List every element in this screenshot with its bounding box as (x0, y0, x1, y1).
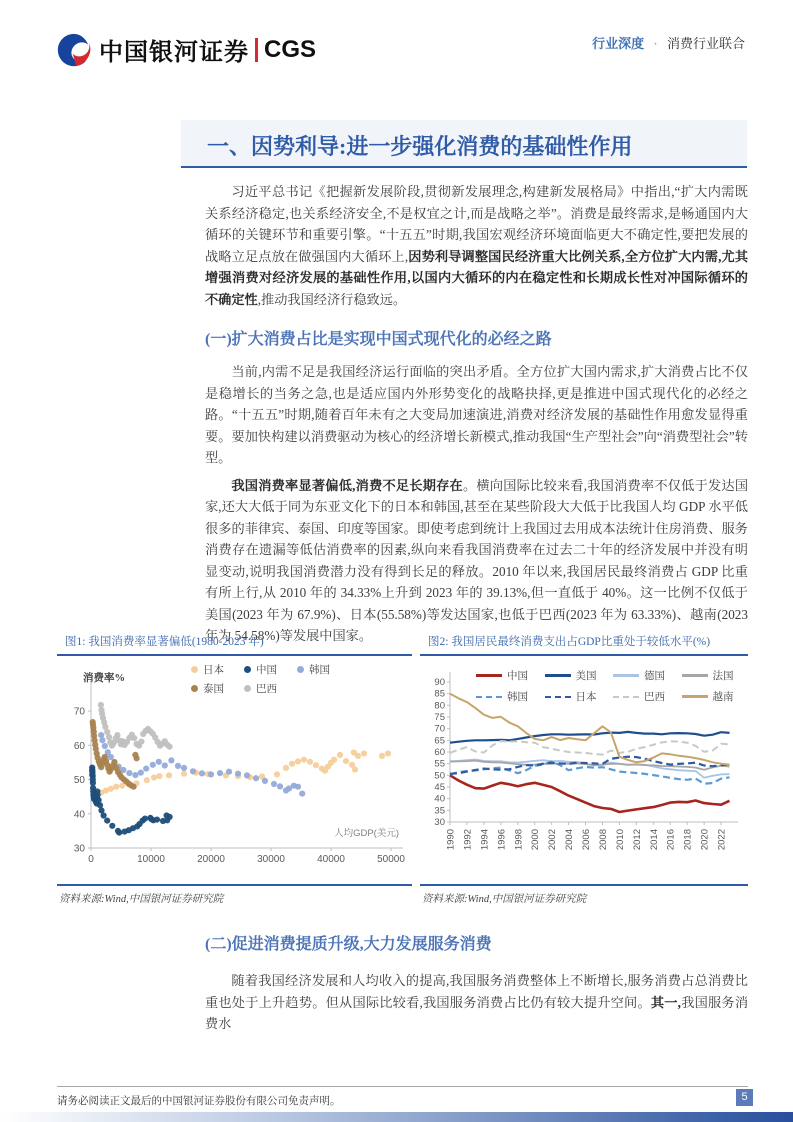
svg-text:人均GDP(美元): 人均GDP(美元) (334, 828, 399, 839)
svg-text:2000: 2000 (530, 829, 542, 851)
line-chart (420, 656, 748, 884)
svg-text:50: 50 (73, 775, 85, 787)
legend-item-泰国: 泰国 (191, 681, 224, 696)
svg-text:20000: 20000 (197, 854, 225, 865)
svg-text:2008: 2008 (597, 829, 609, 851)
svg-text:0: 0 (88, 854, 94, 865)
figure-1 (57, 628, 412, 906)
svg-text:80: 80 (434, 700, 445, 712)
svg-text:2016: 2016 (665, 829, 677, 851)
svg-text:1992: 1992 (462, 829, 474, 851)
svg-text:2018: 2018 (682, 829, 694, 851)
paragraph-2: 当前,内需不足是我国经济运行面临的突出矛盾。全方位扩大国内需求,扩大消费占比不仅是稳增长的当务之急,也是适应国内外形势变化的战略抉择,更是推进中国式现代化的必经之路。“十五五”时期,随着百年未有之大变局加速演进,消费对经济发展的基础性作用愈发显得重要。要加快构建以消费驱动为核心的经济增长新模式,推动我国“生产型社会”向“消费型社会”转型。 (205, 364, 748, 465)
svg-text:85: 85 (434, 688, 445, 700)
paragraph-3-text: 。横向国际比较来看,我国消费率不仅低于发达国家,还大大低于同为东亚文化下的日本和韩国,甚至在某些阶段大大低于比我国人均 GDP 水平低很多的菲律宾、泰国、印度等国家。即使考虑到统计上我国过去用成本法统计住房消费、服务消费存在遗漏等低估消费率的因素,纵向来看我国消费率在过去二十年的经济发展中并没有明显变动,说明我国消费潜力没有得到长足的释放。2010 年以来,我国居民最终消费占 GDP 比重有所上行,从 2010 年的 34.33%上升到 2023 年的 39.13%,但一直低于 40%。这一比例不仅低于美国(2023 年为 67.9%)、日本(55.58%)等发达国家,也低于巴西(2023 年为 63.33%)、越南(2023 年为 54.58%)等发展中国家。 (205, 477, 749, 643)
svg-text:45: 45 (434, 782, 445, 793)
paragraph-1-tail: ,推动我国经济行稳致远。 (257, 291, 407, 307)
figure-2-chart (420, 656, 748, 884)
svg-text:1998: 1998 (513, 829, 525, 851)
galaxy-logo-icon (57, 33, 91, 67)
footer-divider (57, 1086, 748, 1087)
figure-row (57, 628, 748, 906)
paragraph-1 (205, 181, 748, 310)
svg-text:1994: 1994 (479, 829, 491, 851)
svg-text:10000: 10000 (137, 854, 165, 865)
page-title: 一、因势利导:进一步强化消费的基础性作用 (207, 134, 633, 159)
svg-text:2002: 2002 (547, 829, 559, 851)
svg-text:50000: 50000 (377, 854, 405, 865)
svg-text:2006: 2006 (581, 829, 593, 851)
report-type-label: 行业深度 (592, 36, 645, 51)
legend-item-韩国: 韩国 (297, 662, 330, 677)
paragraph-1-text: 习近平总书记《把握新发展阶段,贯彻新发展理念,构建新发展格局》中指出,“扩大内需既关系经济稳定,也关系经济安全,不是权宜之计,而是战略之举”。消费是最终需求,是畅通国内大循环的关键环节和重要引擎。“十五五”时期,我国宏观经济环境面临更大不确定性,要把发展的战略立足点放在做强国内大循环上, (205, 184, 748, 264)
svg-text:90: 90 (434, 677, 445, 688)
figure-1-chart (57, 656, 412, 884)
legend-item-中国: 中国 (244, 662, 277, 677)
paragraph-4-tail: 我国服务消费水 (205, 994, 749, 1031)
svg-text:50: 50 (434, 770, 445, 782)
brand-divider (255, 38, 258, 62)
figure-1-title: 图1: 我国消费率显著偏低(1980-2023 年) (57, 628, 412, 656)
legend-item-巴西: 巴西 (244, 681, 277, 696)
report-industry-label: 消费行业联合 (666, 36, 745, 51)
svg-text:65: 65 (434, 735, 445, 747)
legend-item-韩国: 韩国 (476, 689, 541, 704)
brand-name-en: CGS (264, 35, 317, 63)
legend-item-中国: 中国 (476, 668, 541, 683)
paragraph-3 (205, 475, 748, 647)
legend-item-巴西: 巴西 (613, 689, 678, 704)
figure-2 (420, 628, 748, 906)
svg-text:60: 60 (73, 740, 85, 752)
svg-text:55: 55 (434, 758, 445, 770)
svg-text:1996: 1996 (496, 829, 508, 851)
svg-text:1990: 1990 (445, 829, 457, 851)
figure-2-source: 资料来源:Wind,中国银河证券研究院 (420, 884, 748, 906)
paragraph-3-bold: 我国消费率显著偏低,消费不足长期存在 (231, 477, 463, 493)
separator-dot: · (653, 36, 658, 51)
svg-text:2012: 2012 (631, 829, 643, 851)
page-number-badge: 5 (736, 1089, 753, 1106)
page-header (57, 32, 745, 67)
figure-2-title: 图2: 我国居民最终消费支出占GDP比重处于较低水平(%) (420, 628, 748, 656)
body-column (205, 181, 748, 647)
paragraph-4-bold: 其一, (650, 994, 681, 1010)
subsection-heading-1: (一)扩大消费占比是实现中国式现代化的必经之路 (205, 331, 552, 348)
svg-text:2022: 2022 (716, 829, 728, 851)
svg-text:35: 35 (434, 805, 445, 817)
svg-text:2020: 2020 (699, 829, 711, 851)
body-column-2 (205, 931, 748, 1035)
svg-text:30000: 30000 (257, 854, 285, 865)
legend-item-法国: 法国 (682, 668, 747, 683)
svg-text:75: 75 (434, 712, 445, 723)
footer-disclaimer: 请务必阅读正文最后的中国银河证券股份有限公司免责声明。 (57, 1096, 341, 1107)
legend-item-美国: 美国 (545, 668, 610, 683)
legend-item-越南: 越南 (682, 689, 747, 704)
subsection-heading-2: (二)促进消费提质升级,大力发展服务消费 (205, 936, 492, 953)
svg-text:30: 30 (73, 843, 85, 855)
figure-1-source: 资料来源:Wind,中国银河证券研究院 (57, 884, 412, 906)
svg-text:70: 70 (434, 723, 445, 735)
svg-text:60: 60 (434, 747, 445, 758)
legend-item-日本: 日本 (191, 662, 224, 677)
svg-text:30: 30 (434, 817, 445, 828)
svg-text:40: 40 (73, 809, 85, 821)
legend-item-德国: 德国 (613, 668, 678, 683)
paragraph-4 (205, 970, 748, 1035)
scatter-chart (57, 656, 412, 884)
svg-text:2014: 2014 (648, 829, 660, 851)
section-title-band (181, 120, 747, 168)
svg-text:2010: 2010 (614, 829, 626, 851)
paragraph-1-bold: 因势利导调整国民经济重大比例关系,全方位扩大内需,尤其增强消费对经济发展的基础性作用,以国内大循环的内在稳定性和长期成长性对冲国际循环的不确定性 (205, 248, 749, 307)
svg-text:40: 40 (434, 793, 445, 805)
svg-text:70: 70 (73, 706, 85, 718)
report-category (592, 33, 745, 52)
legend-item-日本: 日本 (545, 689, 610, 704)
brand-name-cn: 中国银河证券 (99, 39, 249, 66)
paragraph-4-text: 随着我国经济发展和人均收入的提高,我国服务消费整体上不断增长,服务消费占总消费比重也处于上升趋势。但从国际比较看,我国服务消费占比仍有较大提升空间。 (205, 973, 748, 1010)
bottom-decorative-band (0, 1112, 793, 1122)
svg-text:40000: 40000 (317, 854, 345, 865)
brand-logo (57, 32, 316, 67)
svg-text:2004: 2004 (564, 829, 576, 851)
figure-1-y-axis-title: 消费率% (83, 673, 125, 684)
